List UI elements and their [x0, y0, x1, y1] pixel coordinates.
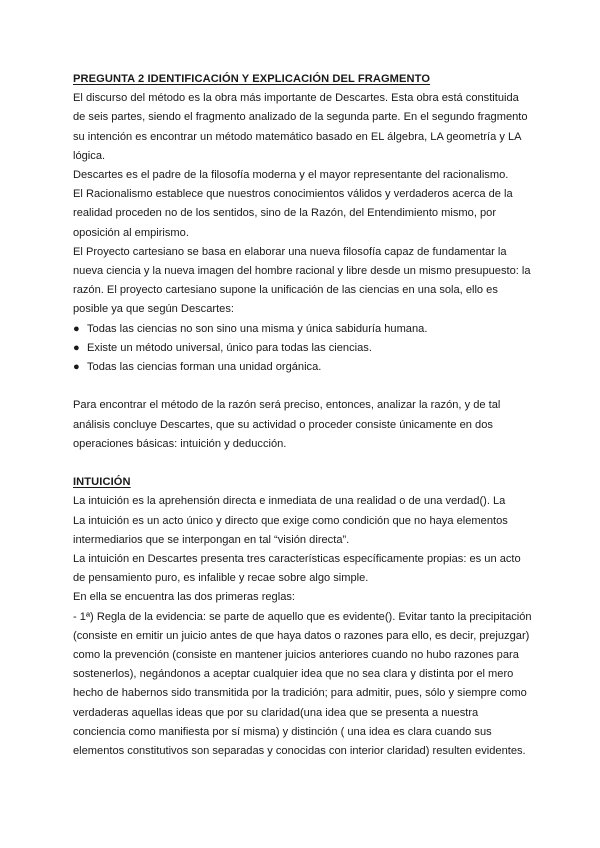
paragraph: Descartes es el padre de la filosofía moderna y el mayor representante del racionalismo.: [73, 169, 509, 182]
bullet-text: Existe un método universal, único para todas las ciencias.: [87, 341, 372, 354]
bullet-text: Todas las ciencias no son sino una misma y única sabiduría humana.: [87, 322, 428, 335]
bullet-dot-icon: ●: [73, 361, 80, 374]
paragraph: En ella se encuentra las dos primeras reglas:: [73, 591, 295, 604]
section-heading-intuicion: INTUICIÓN: [73, 476, 131, 489]
bullet-dot-icon: ●: [73, 322, 80, 335]
paragraph: La intuición es un acto único y directo que exige como condición que no haya elementos intermediarios que se interpongan en tal “visión directa”.: [73, 514, 508, 546]
section-heading-fragmento: PREGUNTA 2 IDENTIFICACIÓN Y EXPLICACIÓN DEL FRAGMENTO: [73, 73, 431, 85]
paragraph: El Proyecto cartesiano se basa en elaborar una nueva filosofía capaz de fundamentar la nueva ciencia y la nueva imagen del hombre racional y libre desde un mismo presupuesto: la razón. El proyecto cartesiano supone la unificación de las ciencias en una sola, ello es posible ya que según Descartes:: [73, 245, 531, 316]
bullet-item: [73, 358, 533, 377]
bullet-item: [73, 320, 533, 339]
spacer: [73, 377, 533, 396]
bullet-text: Todas las ciencias forman una unidad orgánica.: [87, 361, 322, 374]
paragraph: Para encontrar el método de la razón será preciso, entonces, analizar la razón, y de tal análisis concluye Descartes, que su actividad o proceder consiste únicamente en dos operaciones básicas: intuición y deducción.: [73, 399, 501, 450]
paragraph: La intuición es la aprehensión directa e inmediata de una realidad o de una verdad(). La: [73, 495, 506, 508]
paragraph: El Racionalismo establece que nuestros conocimientos válidos y verdaderos acerca de la realidad proceden no de los sentidos, sino de la Razón, del Entendimiento mismo, por oposición al empirismo.: [73, 188, 513, 239]
paragraph: - 1ª) Regla de la evidencia: se parte de aquello que es evidente(). Evitar tanto la precipitación (consiste en emitir un juicio antes de que haya datos o razones para ello, es decir, prejuzgar) como la prevención (consiste en mantener juicios anteriores cuando no hubo razones para sostenerlos), negándonos a aceptar cualquier idea que no sea clara y distinta por el mero hecho de habernos sido transmitida por la tradición; para admitir, pues, sólo y siempre como verdaderas aquellas ideas que por su claridad(una idea que se presenta a nuestra conciencia como manifiesta por sí misma) y distinción ( una idea es clara cuando sus elementos constitutivos son separadas y conocidas con interior claridad) resulten evidentes.: [73, 610, 532, 758]
paragraph: La intuición en Descartes presenta tres características específicamente propias: es un acto de pensamiento puro, es infalible y recae sobre algo simple.: [73, 553, 521, 585]
bullet-dot-icon: ●: [73, 341, 80, 354]
bullet-list: [73, 320, 533, 378]
paragraph: El discurso del método es la obra más importante de Descartes. Esta obra está constituida de seis partes, siendo el fragmento analizado de la segunda parte. En el segundo fragmento su intención es encontrar un método matemático basado en EL álgebra, LA geometría y LA lógica.: [73, 92, 528, 162]
spacer: [73, 454, 533, 473]
bullet-item: [73, 339, 533, 358]
document-page: [73, 70, 533, 761]
